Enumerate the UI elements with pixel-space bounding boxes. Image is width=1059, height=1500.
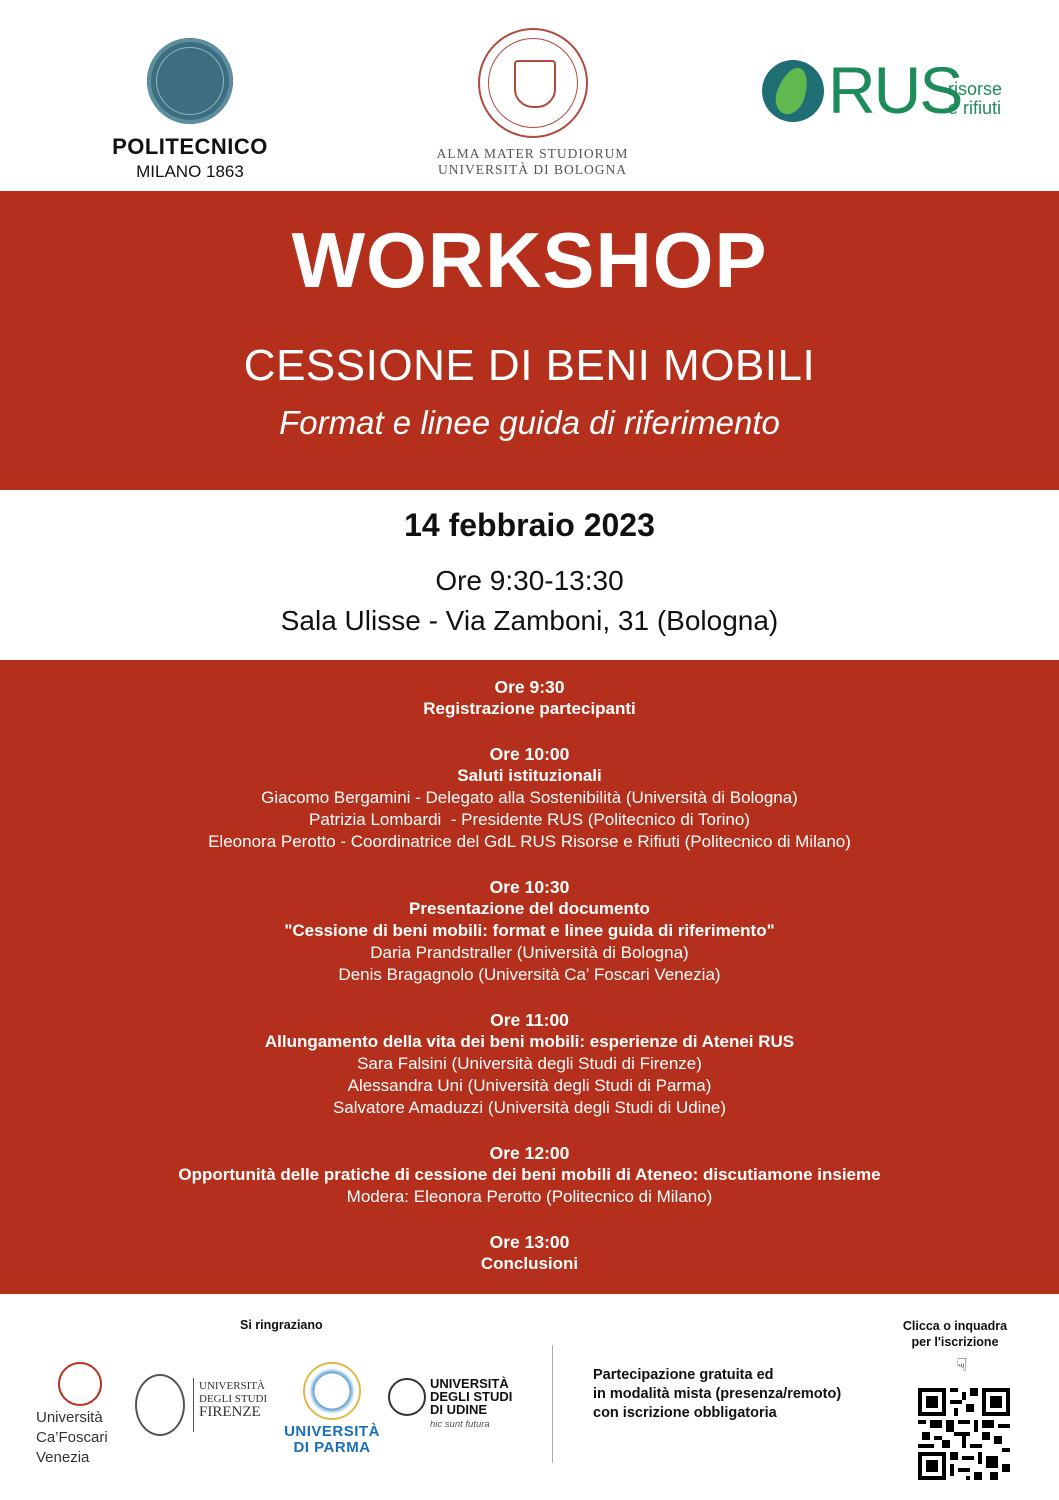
program-slot <box>0 1142 1059 1208</box>
slot-speaker: Eleonora Perotto - Coordinatrice del GdL RUS Risorse e Rifiuti (Politecnico di Milano) <box>208 832 851 851</box>
slot-heading: "Cessione di beni mobili: format e linee guida di riferimento" <box>284 921 775 940</box>
unifi-name-line3: FIRENZE <box>199 1404 261 1420</box>
unibo-seal-icon <box>478 28 588 138</box>
unibo-name-line2: UNIVERSITÀ DI BOLOGNA <box>438 162 627 177</box>
participation-line3: con iscrizione obbligatoria <box>593 1405 777 1421</box>
unipr-logo <box>282 1362 382 1456</box>
thanks-label: Si ringraziano <box>240 1318 323 1332</box>
program-slot <box>0 1009 1059 1119</box>
slot-heading: Registrazione partecipanti <box>423 699 636 718</box>
qr-code-icon[interactable] <box>918 1388 1010 1480</box>
uniud-logo <box>388 1378 538 1428</box>
slot-speaker: Modera: Eleonora Perotto (Politecnico di Milano) <box>346 1187 713 1206</box>
slot-speaker: Denis Bragagnolo (Università Ca' Foscari Venezia) <box>338 965 721 984</box>
slot-time: Ore 10:00 <box>489 744 570 764</box>
program-list <box>0 676 1059 1298</box>
unifi-name <box>199 1380 267 1419</box>
cta-line1: Clicca o inquadra <box>902 1319 1008 1333</box>
slot-speaker: Giacomo Bergamini - Delegato alla Sostenibilità (Università di Bologna) <box>261 788 798 807</box>
slot-heading: Allungamento della vita dei beni mobili: esperienze di Atenei RUS <box>264 1032 795 1051</box>
rus-wordmark: RUS <box>828 53 962 127</box>
slot-speaker: Sara Falsini (Università degli Studi di Firenze) <box>357 1054 702 1073</box>
politecnico-seal-icon <box>147 38 233 124</box>
workshop-title: WORKSHOP <box>291 216 768 304</box>
footer-divider <box>552 1345 553 1463</box>
cafoscari-name-line1: Università <box>36 1409 103 1426</box>
title-band <box>0 191 1059 490</box>
uniud-name-line1: UNIVERSITÀ <box>430 1376 509 1391</box>
participation-line1: Partecipazione gratuita ed <box>593 1367 774 1383</box>
rus-leaf-icon <box>762 60 824 122</box>
slot-speaker: Patrizia Lombardi - Presidente RUS (Politecnico di Torino) <box>309 810 750 829</box>
registration-cta <box>880 1318 1030 1350</box>
unifi-seal-icon <box>135 1374 185 1436</box>
unipr-name-line2: DI PARMA <box>293 1439 371 1456</box>
slot-time: Ore 12:00 <box>489 1143 570 1163</box>
slot-speaker: Daria Prandstraller (Università di Bologna) <box>370 943 689 962</box>
slot-heading: Conclusioni <box>480 1254 579 1273</box>
rus-logo <box>762 53 1022 128</box>
event-place: Sala Ulisse - Via Zamboni, 31 (Bologna) <box>280 605 779 636</box>
unifi-name-line1: UNIVERSITÀ <box>199 1380 265 1392</box>
unifi-logo <box>135 1374 270 1440</box>
unibo-logo <box>420 28 645 178</box>
slot-heading: Saluti istituzionali <box>457 766 602 785</box>
unipr-name-line1: UNIVERSITÀ <box>284 1423 380 1440</box>
slot-speaker: Salvatore Amaduzzi (Università degli Studi di Udine) <box>332 1098 727 1117</box>
event-date: 14 febbraio 2023 <box>404 507 655 543</box>
slot-heading: Presentazione del documento <box>409 899 650 918</box>
uniud-motto: hic sunt futura <box>430 1419 490 1430</box>
program-slot <box>0 676 1059 720</box>
workshop-tagline: Format e linee guida di riferimento <box>279 404 780 441</box>
program-slot <box>0 1231 1059 1275</box>
cafoscari-seal-icon <box>58 1362 102 1406</box>
slot-speaker: Alessandra Uni (Università degli Studi di Parma) <box>347 1076 712 1095</box>
workshop-subtitle: CESSIONE DI BENI MOBILI <box>243 341 816 390</box>
program-band <box>0 660 1059 1294</box>
cafoscari-name-line3: Venezia <box>36 1449 90 1466</box>
rus-tagline-line2: e rifiuti <box>948 98 1002 118</box>
slot-time: Ore 9:30 <box>494 677 565 697</box>
slot-time: Ore 13:00 <box>489 1232 570 1252</box>
uniud-name <box>430 1377 512 1416</box>
slot-heading: Opportunità delle pratiche di cessione dei beni mobili di Ateneo: discutiamone insieme <box>178 1165 881 1184</box>
participation-line2: in modalità mista (presenza/remoto) <box>593 1386 842 1402</box>
uniud-seal-icon <box>388 1378 426 1416</box>
slot-time: Ore 11:00 <box>490 1010 569 1030</box>
politecnico-name: POLITECNICO <box>112 134 268 159</box>
unipr-seal-icon <box>303 1362 361 1420</box>
politecnico-subtitle: MILANO 1863 <box>136 162 244 181</box>
cafoscari-name-line2: Ca’Foscari <box>36 1429 108 1446</box>
event-time: Ore 9:30-13:30 <box>435 565 624 596</box>
slot-time: Ore 10:30 <box>489 877 570 897</box>
cta-line2: per l'iscrizione <box>911 1335 999 1349</box>
program-slot <box>0 743 1059 853</box>
rus-tagline-line1: risorse <box>948 79 1003 99</box>
unibo-name-line1: ALMA MATER STUDIORUM <box>436 146 629 161</box>
unifi-name-line2: DEGLI STUDI <box>199 1393 268 1405</box>
cafoscari-logo <box>36 1362 136 1466</box>
unifi-divider <box>193 1378 194 1432</box>
program-slot <box>0 876 1059 986</box>
uniud-name-line2: DEGLI STUDI <box>430 1389 513 1404</box>
uniud-name-line3: DI UDINE <box>430 1402 488 1417</box>
politecnico-milano-logo <box>100 38 280 182</box>
participation-info <box>593 1366 841 1423</box>
rus-tagline <box>948 80 1002 118</box>
pointing-hand-icon: ☟ <box>956 1355 968 1375</box>
